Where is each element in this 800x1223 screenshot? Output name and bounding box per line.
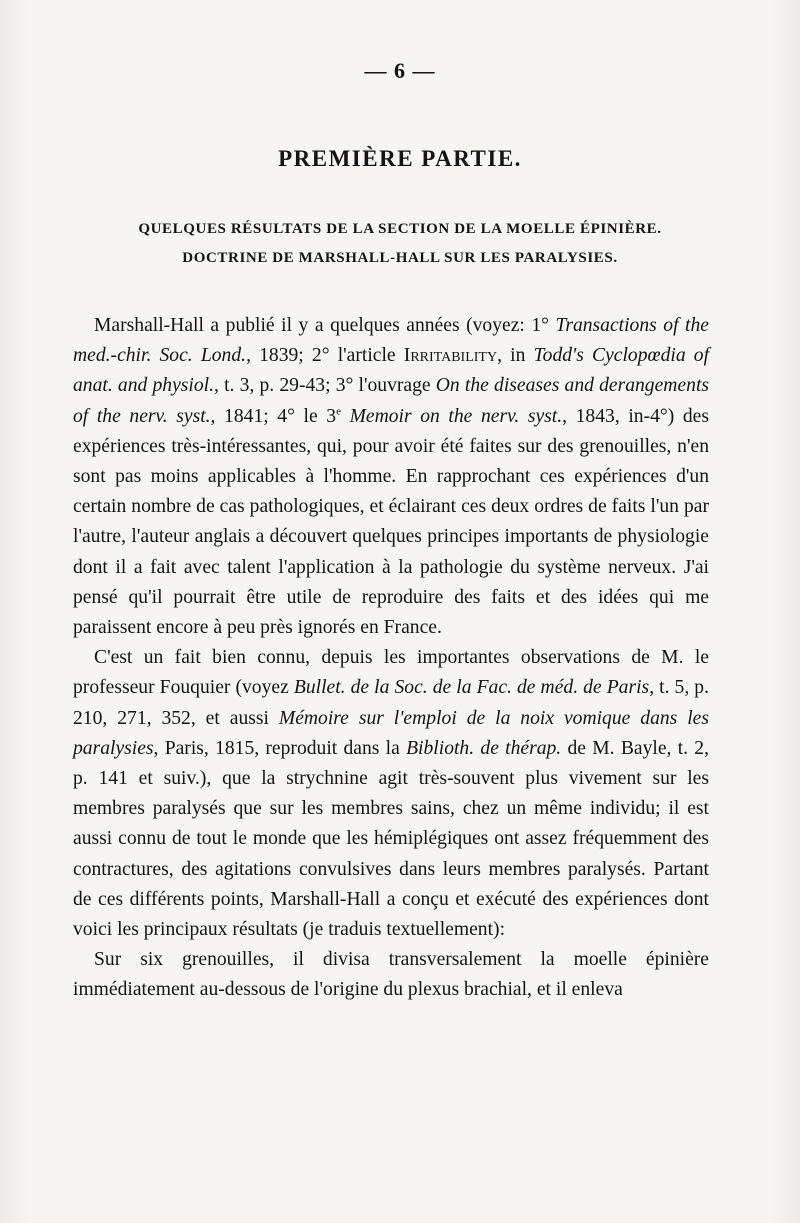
text-run: , Paris, 1815, reproduit dans la xyxy=(153,737,407,759)
small-caps-term: Irritability xyxy=(403,345,498,367)
text-run: , t. 3, p. 29-43; 3° l'ouvrage xyxy=(214,375,436,397)
part-title: PREMIÈRE PARTIE. xyxy=(278,146,522,171)
text-run: , 1841; 4° le 3 xyxy=(210,405,337,427)
text-run: de M. Bayle, t. 2, p. 141 et suiv.), que la strychnine agit très-souvent plus vivement sur les membres paralysés que sur les membres sains, chez un même individu; il est aussi connu de tout le monde que les hémiplégiques ont assez fréquemment des contractures, des agitations convulsives dans leurs membres paralysés. Partant de ces différents points, Marshall-Hall a conçu et exécuté des expériences dont voici les principaux résultats (je traduis textuellement): xyxy=(73,737,709,941)
superscript: e xyxy=(336,405,341,418)
citation-italic: Memoir on the nerv. syst. xyxy=(349,405,563,427)
text-run: Sur six grenouilles, il divisa transversalement la moelle épinière immédiatement au-dessous de l'origine du plexus brachial, et il enleva xyxy=(73,949,709,1001)
citation-italic: Biblioth. de thérap. xyxy=(406,737,562,759)
paragraph-3 xyxy=(73,945,709,1005)
citation-italic: Bullet. de la Soc. de la Fac. de méd. de Paris xyxy=(293,677,650,699)
citation-italic: Transactions of the med.-chir. Soc. Lond. xyxy=(73,315,709,367)
text-run: , t. 5, p. 210, 271, 352, et aussi xyxy=(73,677,710,729)
citation-italic: On the diseases and derangements of the nerv. syst. xyxy=(73,375,710,427)
text-run: C'est un fait bien connu, depuis les importantes observations de M. le professeur Fouquier (voyez xyxy=(73,647,709,699)
text-run: , 1839; 2° l'article xyxy=(246,345,404,367)
text-run: , 1843, in-4°) des expériences très-intéressantes, qui, pour avoir été faites sur des grenouilles, n'en sont pas moins applicables à l'homme. En rapprochant ces expériences d'un certain nombre de cas pathologiques, et éclairant ces deux ordres de faits l'un par l'autre, l'auteur anglais a découvert quelques principes importants de physiologie dont il a fait avec talent l'application à la pathologie du système nerveux. J'ai pensé qu'il pourrait être utile de reproduire des faits et des idées qui me paraissent encore à peu près ignorés en France. xyxy=(73,405,709,639)
section-subheading: DOCTRINE DE MARSHALL-HALL SUR LES PARALYSIES. xyxy=(182,250,618,266)
body-text xyxy=(73,311,709,1006)
paragraph-1 xyxy=(73,311,709,643)
text-run xyxy=(341,406,350,427)
citation-italic: Todd's Cyclopœdia of anat. and physiol. xyxy=(73,345,710,397)
text-run: Marshall-Hall a publié il y a quelques années (voyez: 1° xyxy=(94,315,556,336)
citation-italic: Mémoire sur l'emploi de la noix vomique dans les paralysies xyxy=(73,707,710,759)
text-run: , in xyxy=(497,345,534,367)
section-heading: QUELQUES RÉSULTATS DE LA SECTION DE LA MOELLE ÉPINIÈRE. xyxy=(138,221,662,237)
page-number: — 6 — xyxy=(364,58,436,83)
paragraph-2 xyxy=(73,643,709,945)
